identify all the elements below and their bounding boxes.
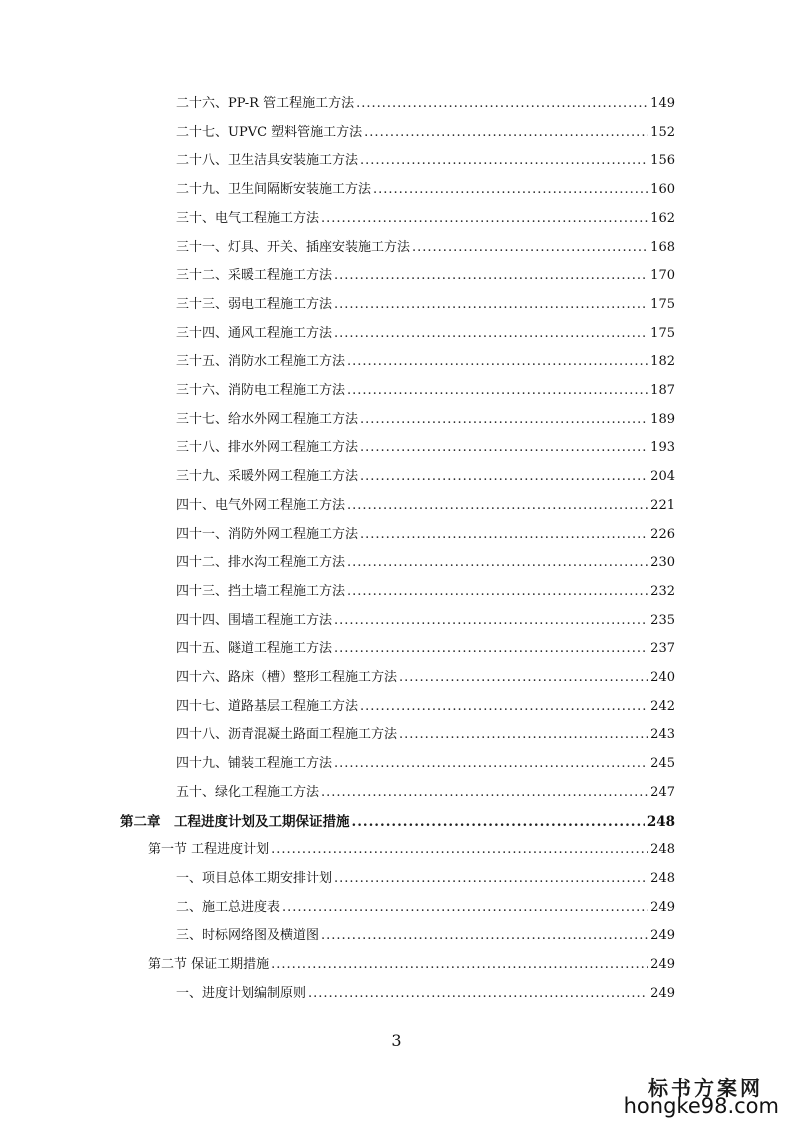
toc-entry-page: 170	[650, 268, 675, 284]
toc-entry-title: 四十二、排水沟工程施工方法	[176, 555, 346, 571]
toc-leader-dots	[271, 840, 648, 860]
toc-entry-page: 204	[650, 469, 675, 485]
toc-entry-title: 四十一、消防外网工程施工方法	[176, 526, 359, 542]
toc-entry-page: 248	[646, 813, 675, 830]
toc-leader-dots	[334, 295, 648, 315]
toc-entry-title: 三十九、采暖外网工程施工方法	[176, 469, 359, 485]
toc-entry-page: 248	[650, 842, 675, 858]
toc-entry-title: 四十、电气外网工程施工方法	[176, 497, 346, 513]
toc-leader-dots	[334, 266, 648, 286]
toc-entry-page: 242	[650, 698, 675, 714]
toc-leader-dots	[364, 123, 648, 143]
toc-leader-dots	[347, 582, 648, 602]
toc-entry[interactable]	[176, 467, 675, 487]
toc-entry[interactable]	[176, 438, 675, 458]
toc-entry-title: 三十五、消防水工程施工方法	[176, 354, 346, 370]
toc-entry[interactable]	[176, 123, 675, 143]
toc-entry-title: 二、施工总进度表	[176, 899, 281, 915]
toc-leader-dots	[360, 467, 648, 487]
toc-entry[interactable]	[176, 352, 675, 372]
toc-entry-page: 187	[650, 383, 675, 398]
toc-entry-title: 第二章 工程进度计划及工期保证措施	[120, 813, 350, 830]
watermark-title: 标书方案网	[648, 1076, 763, 1100]
toc-entry[interactable]	[176, 984, 675, 1004]
toc-entry[interactable]	[176, 180, 675, 200]
toc-entry-page: 248	[650, 870, 675, 886]
toc-entry[interactable]	[176, 582, 675, 602]
toc-entry-title: 四十七、道路基层工程施工方法	[176, 698, 359, 714]
toc-entry-page: 247	[650, 784, 675, 800]
toc-entry[interactable]	[148, 840, 675, 860]
toc-entry[interactable]	[176, 783, 675, 803]
toc-entry[interactable]	[176, 410, 675, 430]
toc-entry[interactable]	[176, 639, 675, 659]
page-number: 3	[391, 1031, 402, 1050]
toc-entry[interactable]	[176, 553, 675, 573]
toc-leader-dots	[321, 926, 648, 946]
toc-entry-title: 三十四、通风工程施工方法	[176, 325, 333, 341]
toc-entry-title: 三十一、灯具、开关、插座安装施工方法	[176, 239, 411, 255]
toc-entry-page: 189	[650, 411, 675, 427]
toc-leader-dots	[360, 151, 648, 171]
toc-entry[interactable]	[176, 238, 675, 258]
toc-leader-dots	[352, 812, 645, 832]
toc-leader-dots	[347, 381, 648, 401]
toc-leader-dots	[282, 898, 648, 918]
toc-entry-page: 152	[650, 124, 675, 140]
toc-entry-page: 249	[650, 899, 675, 915]
toc-entry[interactable]	[176, 926, 675, 946]
toc-entry[interactable]	[176, 668, 675, 688]
toc-leader-dots	[334, 324, 648, 344]
toc-leader-dots	[308, 984, 648, 1004]
toc-entry-title: 一、进度计划编制原则	[176, 985, 307, 1001]
toc-entry-title: 三十八、排水外网工程施工方法	[176, 440, 359, 456]
toc-entry-title: 三十三、弱电工程施工方法	[176, 296, 333, 312]
toc-entry-title: 一、项目总体工期安排计划	[176, 870, 333, 886]
toc-entry[interactable]	[176, 611, 675, 631]
toc-entry-title: 第一节 工程进度计划	[148, 842, 270, 858]
toc-entry-page: 249	[650, 928, 675, 944]
watermark-url: hongke98.com	[623, 1094, 779, 1118]
toc-entry-page: 162	[650, 210, 675, 226]
toc-entry-title: 四十五、隧道工程施工方法	[176, 641, 333, 657]
toc-leader-dots	[347, 496, 648, 516]
toc-entry-title: 三十、电气工程施工方法	[176, 210, 320, 226]
toc-entry-page: 182	[650, 354, 675, 370]
toc-leader-dots	[399, 668, 648, 688]
toc-leader-dots	[334, 754, 648, 774]
toc-leader-dots	[321, 209, 648, 229]
toc-entry-title: 二十九、卫生间隔断安装施工方法	[176, 182, 372, 198]
toc-leader-dots	[360, 438, 648, 458]
toc-entry[interactable]	[176, 209, 675, 229]
toc-leader-dots	[356, 94, 648, 114]
toc-leader-dots	[347, 553, 648, 573]
toc-leader-dots	[412, 238, 648, 258]
toc-entry[interactable]	[176, 525, 675, 545]
toc-entry-page: 240	[650, 670, 675, 685]
toc-entry-page: 175	[650, 296, 675, 312]
toc-entry[interactable]	[120, 812, 675, 832]
toc-entry[interactable]	[176, 898, 675, 918]
toc-entry-page: 149	[650, 96, 675, 111]
toc-leader-dots	[360, 410, 648, 430]
toc-entry[interactable]	[176, 295, 675, 315]
toc-entry-page: 226	[650, 526, 675, 542]
toc-entry-page: 160	[650, 182, 675, 198]
toc-entry-title: 四十八、沥青混凝土路面工程施工方法	[176, 727, 398, 743]
toc-entry-page: 221	[650, 497, 675, 513]
toc-entry[interactable]	[176, 725, 675, 745]
toc-entry[interactable]	[176, 324, 675, 344]
toc-leader-dots	[334, 869, 648, 889]
toc-entry-page: 249	[650, 985, 675, 1001]
toc-entry-title: 三十七、给水外网工程施工方法	[176, 411, 359, 427]
toc-entry[interactable]	[176, 754, 675, 774]
toc-entry-page: 232	[650, 583, 675, 599]
toc-leader-dots	[271, 955, 648, 975]
toc-entry-title: 三十六、消防电工程施工方法	[176, 383, 346, 398]
toc-entry[interactable]	[176, 697, 675, 717]
toc-leader-dots	[321, 783, 648, 803]
toc-entry[interactable]	[176, 869, 675, 889]
toc-entry[interactable]	[176, 151, 675, 171]
toc-entry-title: 四十九、铺装工程施工方法	[176, 756, 333, 772]
toc-entry[interactable]	[176, 94, 675, 114]
toc-entry[interactable]	[176, 381, 675, 401]
toc-entry-title: 二十六、PP-R 管工程施工方法	[176, 96, 355, 111]
toc-leader-dots	[334, 611, 648, 631]
toc-entry[interactable]	[148, 955, 675, 975]
toc-entry-page: 249	[650, 957, 675, 972]
toc-entry-title: 第二节 保证工期措施	[148, 957, 270, 972]
toc-entry-page: 168	[650, 239, 675, 255]
toc-entry-page: 245	[650, 756, 675, 772]
toc-entry-title: 三、时标网络图及横道图	[176, 928, 320, 944]
toc-entry[interactable]	[176, 496, 675, 516]
toc-leader-dots	[360, 697, 648, 717]
toc-entry-title: 四十六、路床（槽）整形工程施工方法	[176, 670, 398, 685]
toc-entry-page: 175	[650, 325, 675, 341]
toc-entry-title: 二十八、卫生洁具安装施工方法	[176, 153, 359, 169]
toc-entry-page: 243	[650, 727, 675, 743]
toc-leader-dots	[347, 352, 648, 372]
toc-entry-page: 237	[650, 641, 675, 657]
toc-entry-page: 156	[650, 153, 675, 169]
toc-leader-dots	[399, 725, 648, 745]
toc-entry-title: 四十三、挡土墙工程施工方法	[176, 583, 346, 599]
toc-entry-page: 235	[650, 612, 675, 628]
toc-leader-dots	[334, 639, 648, 659]
toc-leader-dots	[373, 180, 648, 200]
toc-leader-dots	[360, 525, 648, 545]
toc-entry-title: 五十、绿化工程施工方法	[176, 784, 320, 800]
toc-entry-page: 193	[650, 440, 675, 456]
toc-entry-title: 四十四、围墙工程施工方法	[176, 612, 333, 628]
toc-entry-title: 二十七、UPVC 塑料管施工方法	[176, 124, 363, 140]
toc-entry[interactable]	[176, 266, 675, 286]
toc-entry-page: 230	[650, 555, 675, 571]
toc-entry-title: 三十二、采暖工程施工方法	[176, 268, 333, 284]
